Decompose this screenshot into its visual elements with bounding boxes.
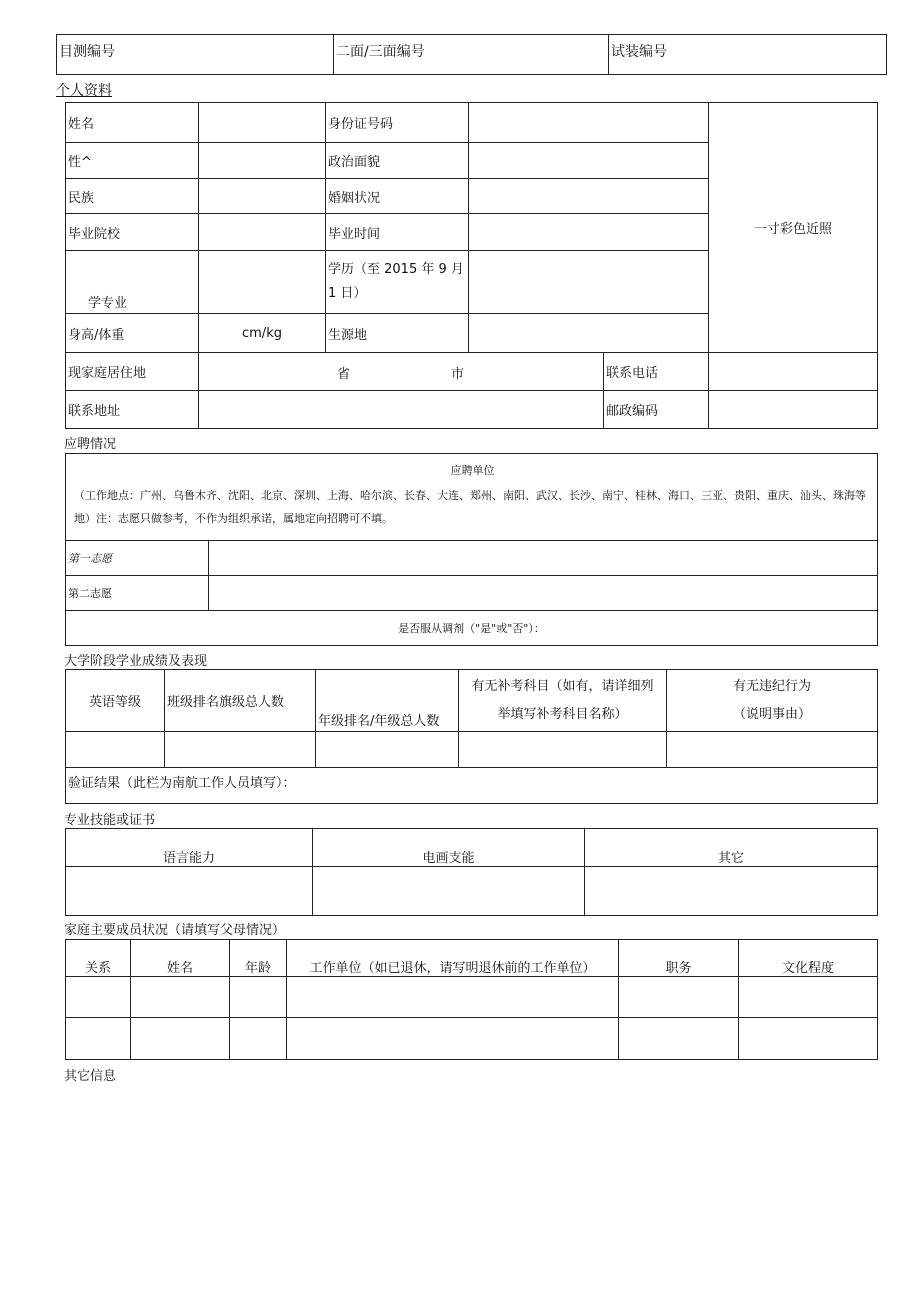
origin-value[interactable]	[469, 314, 709, 353]
computer-value[interactable]	[313, 867, 585, 916]
residence-value[interactable]	[199, 353, 604, 391]
name-value[interactable]	[199, 103, 326, 143]
interview-no-label: 二面/三面编号	[334, 35, 609, 75]
unit-note: （工作地点：广州、乌鲁木齐、沈阳、北京、深圳、上海、哈尔滨、长春、大连、郑州、南阳、武汉、长沙、南宁、桂林、海口、三亚、贵阳、重庆、汕头、珠海等地）注：志愿只做参考，不作为组织承诺，属地定向招聘可不填。	[74, 489, 866, 525]
origin-label: 生源地	[326, 314, 469, 353]
grade-rank-label: 年级排名/年级总人数	[316, 670, 459, 732]
residence-label: 现家庭居住地	[66, 353, 199, 391]
education-label-line1: 学历（至 2015 年 9 月	[328, 262, 464, 277]
language-label: 语言能力	[66, 829, 313, 867]
english-value[interactable]	[66, 732, 165, 768]
personal-section-title: 个人资料	[56, 83, 112, 99]
unit-title: 应聘单位	[450, 464, 495, 477]
trial-no-label: 试装编号	[609, 35, 887, 75]
discipline-label-line1: 有无违纪行为	[732, 678, 811, 694]
discipline-label-line2: （说明事由）	[732, 706, 811, 722]
personal-table	[65, 102, 878, 429]
application-table	[65, 453, 878, 646]
makeup-value[interactable]	[459, 732, 667, 768]
school-label: 毕业院校	[66, 214, 199, 251]
visual-no-label: 目测编号	[57, 35, 334, 75]
city-label: 市	[451, 367, 465, 382]
grade-rank-value[interactable]	[316, 732, 459, 768]
school-value[interactable]	[199, 214, 326, 251]
choice1-label: 第一志愿	[66, 541, 209, 576]
other-section-title: 其它信息	[64, 1069, 117, 1084]
class-rank-label: 班级排名旗级总人数	[165, 670, 316, 732]
family-table	[65, 939, 878, 1060]
english-label: 英语等级	[66, 670, 165, 732]
phone-label: 联系电话	[604, 353, 709, 391]
top-number-table	[56, 34, 887, 75]
postcode-label: 邮政编码	[604, 391, 709, 429]
id-number-label: 身份证号码	[326, 103, 469, 143]
makeup-label	[459, 670, 667, 732]
skills-section-title: 专业技能或证书	[64, 813, 156, 828]
family-education-label: 文化程度	[739, 940, 878, 977]
skills-other-label: 其它	[585, 829, 878, 867]
makeup-label-line2: 举填写补考科目名称）	[497, 706, 628, 722]
ethnicity-value[interactable]	[199, 179, 326, 214]
academic-table	[65, 669, 878, 804]
table-row	[66, 1018, 878, 1060]
major-label: 学专业	[66, 251, 199, 314]
choice2-label: 第二志愿	[66, 576, 209, 611]
work-unit-label: 工作单位（如已退休，请写明退休前的工作单位）	[287, 940, 619, 977]
language-value[interactable]	[66, 867, 313, 916]
education-label-line2: 1 日）	[328, 286, 367, 301]
application-section-title: 应聘情况	[64, 437, 117, 452]
phone-value[interactable]	[709, 353, 878, 391]
discipline-value[interactable]	[667, 732, 878, 768]
adjust-field[interactable]: 是否服从调剂（"是"或"否"）：	[66, 611, 878, 646]
photo-box[interactable]: 一寸彩色近照	[709, 103, 878, 353]
grad-time-label: 毕业时间	[326, 214, 469, 251]
address-value[interactable]	[199, 391, 604, 429]
province-label: 省	[337, 367, 351, 382]
education-label	[326, 251, 469, 314]
height-weight-unit[interactable]: cm/kg	[199, 314, 326, 353]
postcode-value[interactable]	[709, 391, 878, 429]
skills-other-value[interactable]	[585, 867, 878, 916]
ethnicity-label: 民族	[66, 179, 199, 214]
political-label: 政治面貌	[326, 143, 469, 179]
position-label: 职务	[619, 940, 739, 977]
choice2-value[interactable]	[209, 576, 878, 611]
age-label: 年龄	[230, 940, 287, 977]
marital-label: 婚姻状况	[326, 179, 469, 214]
political-value[interactable]	[469, 143, 709, 179]
family-name-label: 姓名	[131, 940, 230, 977]
education-value[interactable]	[469, 251, 709, 314]
discipline-label	[667, 670, 878, 732]
choice1-value[interactable]	[209, 541, 878, 576]
verify-field[interactable]: 验证结果（此栏为南航工作人员填写）：	[66, 768, 878, 804]
makeup-label-line1: 有无补考科目（如有，请详细列	[471, 678, 654, 694]
gender-value[interactable]	[199, 143, 326, 179]
computer-label: 电画支能	[313, 829, 585, 867]
family-section-title: 家庭主要成员状况（请填写父母情况）	[64, 923, 286, 938]
height-weight-label: 身高/体重	[66, 314, 199, 353]
table-row	[66, 977, 878, 1018]
name-label: 姓名	[66, 103, 199, 143]
id-number-value[interactable]	[469, 103, 709, 143]
grad-time-value[interactable]	[469, 214, 709, 251]
academic-section-title: 大学阶段学业成绩及表现	[64, 654, 208, 669]
major-value[interactable]	[199, 251, 326, 314]
class-rank-value[interactable]	[165, 732, 316, 768]
address-label: 联系地址	[66, 391, 199, 429]
gender-label: 性^	[66, 143, 199, 179]
marital-value[interactable]	[469, 179, 709, 214]
skills-table	[65, 828, 878, 916]
relation-label: 关系	[66, 940, 131, 977]
unit-cell	[66, 454, 878, 541]
